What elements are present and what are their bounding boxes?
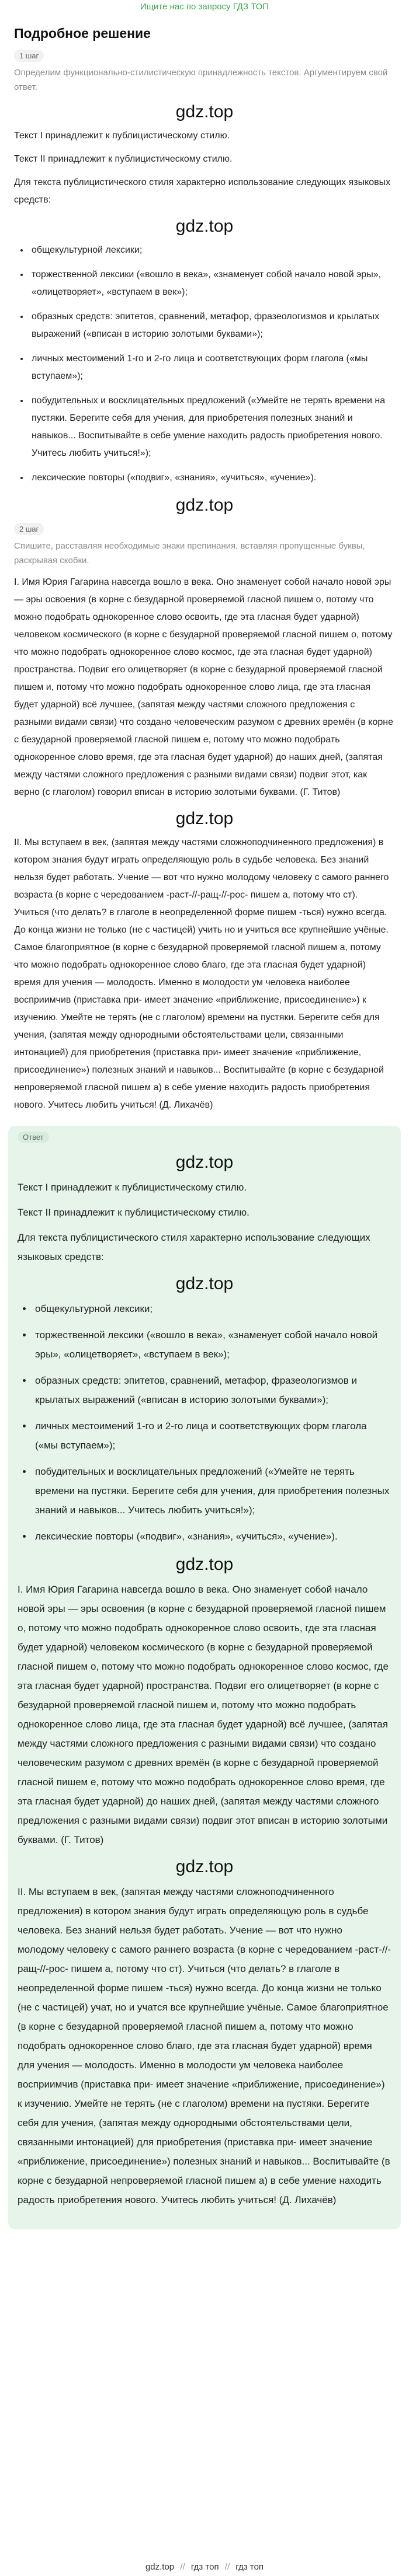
footer-separator: // (224, 2562, 230, 2572)
list-item: • лексические повторы («подвиг», «знания», «учиться», «учение»). (29, 469, 395, 487)
footer (0, 2558, 409, 2576)
step-1-content (14, 127, 395, 517)
watermark: gdz.top (175, 809, 234, 828)
list-item: • общекультурной лексики; (33, 1299, 391, 1318)
footer-link-gdz-top-ru-2[interactable]: гдз топ (235, 2562, 264, 2572)
answer-feature-list (18, 1299, 391, 1546)
step-1-block (0, 47, 409, 517)
answer-text1: Текст I принадлежит к публицистическому стилю. (18, 1182, 247, 1193)
answer-intro: Для текста публицистического стиля характерно использование следующих языковых средств: (18, 1232, 370, 1262)
watermark: gdz.top (175, 1153, 234, 1172)
watermark: gdz.top (175, 1274, 234, 1293)
watermark: gdz.top (175, 1555, 234, 1574)
answer-paragraph-2: II. Мы вступаем в век, (запятая между частями сложноподчиненного предложения) в котором знания будут играть определяющую роль в судьбе человека. Без знаний нельзя будет работать. Учение — вот что нужно молодому человеку с самого раннего возраста (в корне с чередованием -раст-//-ращ-//-рос- пишем а, потому что ст). Учиться (что делать? в глаголе в неопределенной форме пишем -ться) нужно всегда. До конца жизни не только (не с частицей) учат, но и учатся все крупнейшие учёные. Самое благоприятное (в корне с безударной проверяемой гласной пишем а, потому что можно подобрать однокоренное слово благо, где эта гласная будет ударной) время для учения — молодость. Именно в молодости ум человека наиболее восприимчив (приставка при- имеет значение «приближение, присоединение») к изучению. Умейте не терять (не с глаголом) времени на пустяки. Берегите себя для учения, (запятая между однородными обстоятельствами цели, связанными интонацией) для приобретения (приставка при- имеет значение «приближение, присоединение») полезных знаний и навыков... Воспитывайте (в корне с безударной непроверяемой гласной пишем а) в себе умение находить радость приобретения нового. Учитесь любить учиться! (Д. Лихачёв) (18, 1886, 391, 2205)
page-title: Подробное решение (14, 26, 151, 41)
list-item: • торжественной лексики («вошло в века», «знаменует собой начало новой эры», «олицетворяет», «вступаем в век»); (29, 266, 395, 301)
step-1-feature-list (14, 242, 395, 487)
step-1-text2: Текст II принадлежит к публицистическому стилю. (14, 154, 233, 164)
list-item: • образных средств: эпитетов, сравнений, метафор, фразеологизмов и крылатых выражений («вписан в историю золотыми буквами»); (33, 1371, 391, 1409)
step-2-paragraph-2: II. Мы вступаем в век, (запятая между частями сложноподчиненного предложения) в котором знания будут играть определяющую роль в судьбе человека. Без знаний нельзя будет работать. Учение — вот что нужно молодому человеку с самого раннего возраста (в корне с чередованием -раст-//-ращ-//-рос- пишем а, потому что ст). Учиться (что делать? в глаголе в неопределенной форме пишем -ться) нужно всегда. До конца жизни не только (не с частицей) учить но и учиться все крупнейшие учёные. Самое благоприятное (в корне с безударной проверяемой гласной пишем а, потому что можно подобрать однокоренное слово благо, где эта гласная будет ударной) время для учения — молодость. Именно в молодости ум человека наиболее восприимчив (приставка при- имеет значение «приближение, присоединение») к изучению. Умейте не терять (не с глаголом) времени на пустяки. Берегите себя для учения, (запятая между однородными обстоятельствами цели, связанными интонацией) для приобретения (приставка при- имеет значение «приближение, присоединение») полезных знаний и навыков... Воспитывайте (в корне с безударной непроверяемой гласной пишем а) в себе умение находить радость приобретения нового. Учитесь любить учиться! (Д. Лихачёв) (14, 837, 389, 1110)
top-search-hint[interactable]: Ищите нас по запросу ГДЗ ТОП (140, 2, 269, 12)
answer-badge: Ответ (18, 1132, 49, 1143)
list-item: • побудительных и восклицательных предложений («Умейте не терять времени на пустяки. Берегите себя для учения, для приобретения полезных знаний и навыков... Воспитывайте в себе умение находить радость приобретения нового. Учитесь любить учиться!»); (29, 392, 395, 462)
list-item: • личных местоимений 1-го и 2-го лица и соответствующих форм глагола («мы вступаем»); (29, 350, 395, 385)
list-item: • личных местоимений 1-го и 2-го лица и соответствующих форм глагола («мы вступаем»); (33, 1416, 391, 1455)
step-2-content (14, 574, 395, 1114)
answer-card (8, 1126, 401, 2229)
watermark: gdz.top (175, 217, 234, 236)
list-item: • лексические повторы («подвиг», «знания», «учиться», «учение»). (33, 1527, 391, 1546)
step-2-description: Спишите, расставляя необходимые знаки препинания, вставляя пропущенные буквы, раскрывая скобки. (14, 541, 365, 566)
watermark: gdz.top (175, 495, 234, 515)
answer-text2: Текст II принадлежит к публицистическому стилю. (18, 1207, 249, 1218)
answer-content (18, 1178, 391, 2210)
list-item: • общекультурной лексики; (29, 242, 395, 259)
list-item: • побудительных и восклицательных предложений («Умейте не терять времени на пустяки. Берегите себя для учения, для приобретения полезных знаний и навыков... Учитесь любить учиться!»); (33, 1462, 391, 1520)
step-2-badge: 2 шаг (14, 523, 44, 535)
step-1-intro: Для текста публицистического стиля характерно использование следующих языковых средств: (14, 177, 391, 205)
watermark: gdz.top (175, 102, 234, 121)
step-2-paragraph-1: I. Имя Юрия Гагарина навсегда вошло в века. Оно знаменует собой начало новой эры — эры освоения (в корне с безударной проверяемой гласной пишем о, потому что можно подобрать однокоренное слово освоить, где эта гласная будет ударной) человеком космического (в корне с безударной проверяемой гласной пишем о, потому что можно подобрать однокоренное слово космос, где эта гласная будет ударной) пространства. Подвиг его олицетворяет (в корне с безударной проверяемой гласной пишем и, потому что можно подобрать однокоренное слово лица, где эта гласная будет ударной) всё лучшее, (запятая между частями сложного предложения с разными видами связи) что создано человеческим разумом с древних времён (в корне с безударной проверяемой гласной пишем е, потому что можно подобрать однокоренное слово время, где эта гласная будет ударной) до наших дней, (запятая между частями сложного предложения с разными видами связи) подвиг этот, как верно (с глаголом) говорил вписан в историю золотыми буквами. (Г. Титов) (14, 577, 393, 797)
footer-link-gdz-top-ru[interactable]: гдз топ (190, 2562, 219, 2572)
step-1-description: Определим функционально-стилистическую принадлежность текстов. Аргументируем свой ответ. (14, 68, 388, 92)
watermark: gdz.top (175, 1857, 234, 1876)
footer-separator: // (180, 2562, 185, 2572)
footer-link-gdz-top[interactable]: gdz.top (145, 2562, 175, 2572)
list-item: • образных средств: эпитетов, сравнений, метафор, фразеологизмов и крылатых выражений («вписан в историю золотыми буквами»); (29, 308, 395, 343)
step-2-block (0, 521, 409, 1114)
step-1-text1: Текст I принадлежит к публицистическому стилю. (14, 131, 230, 141)
step-1-badge: 1 шаг (14, 50, 44, 62)
list-item: • торжественной лексики («вошло в века», «знаменует собой начало новой эры», «олицетворяет», «вступаем в век»); (33, 1325, 391, 1364)
answer-paragraph-1: I. Имя Юрия Гагарина навсегда вошло в века. Оно знаменует собой начало новой эры — эры освоения (в корне с безударной проверяемой гласной пишем о, потому что можно подобрать однокоренное слово освоить, где эта гласная будет ударной) человеком космического (в корне с безударной проверяемой гласной пишем о, потому что можно подобрать однокоренное слово космос, где эта гласная будет ударной) пространства. Подвиг его олицетворяет (в корне с безударной проверяемой гласной пишем и, потому что можно подобрать однокоренное слово лица, где эта гласная будет ударной) всё лучшее, (запятая между частями сложного предложения с разными видами связи) что создано человеческим разумом с древних времён (в корне с безударной проверяемой гласной пишем е, потому что можно подобрать однокоренное слово время, где эта гласная будет ударной) до наших дней, (запятая между частями сложного предложения с разными видами связи) подвиг этот вписан в историю золотыми буквами. (Г. Титов) (18, 1584, 389, 1845)
